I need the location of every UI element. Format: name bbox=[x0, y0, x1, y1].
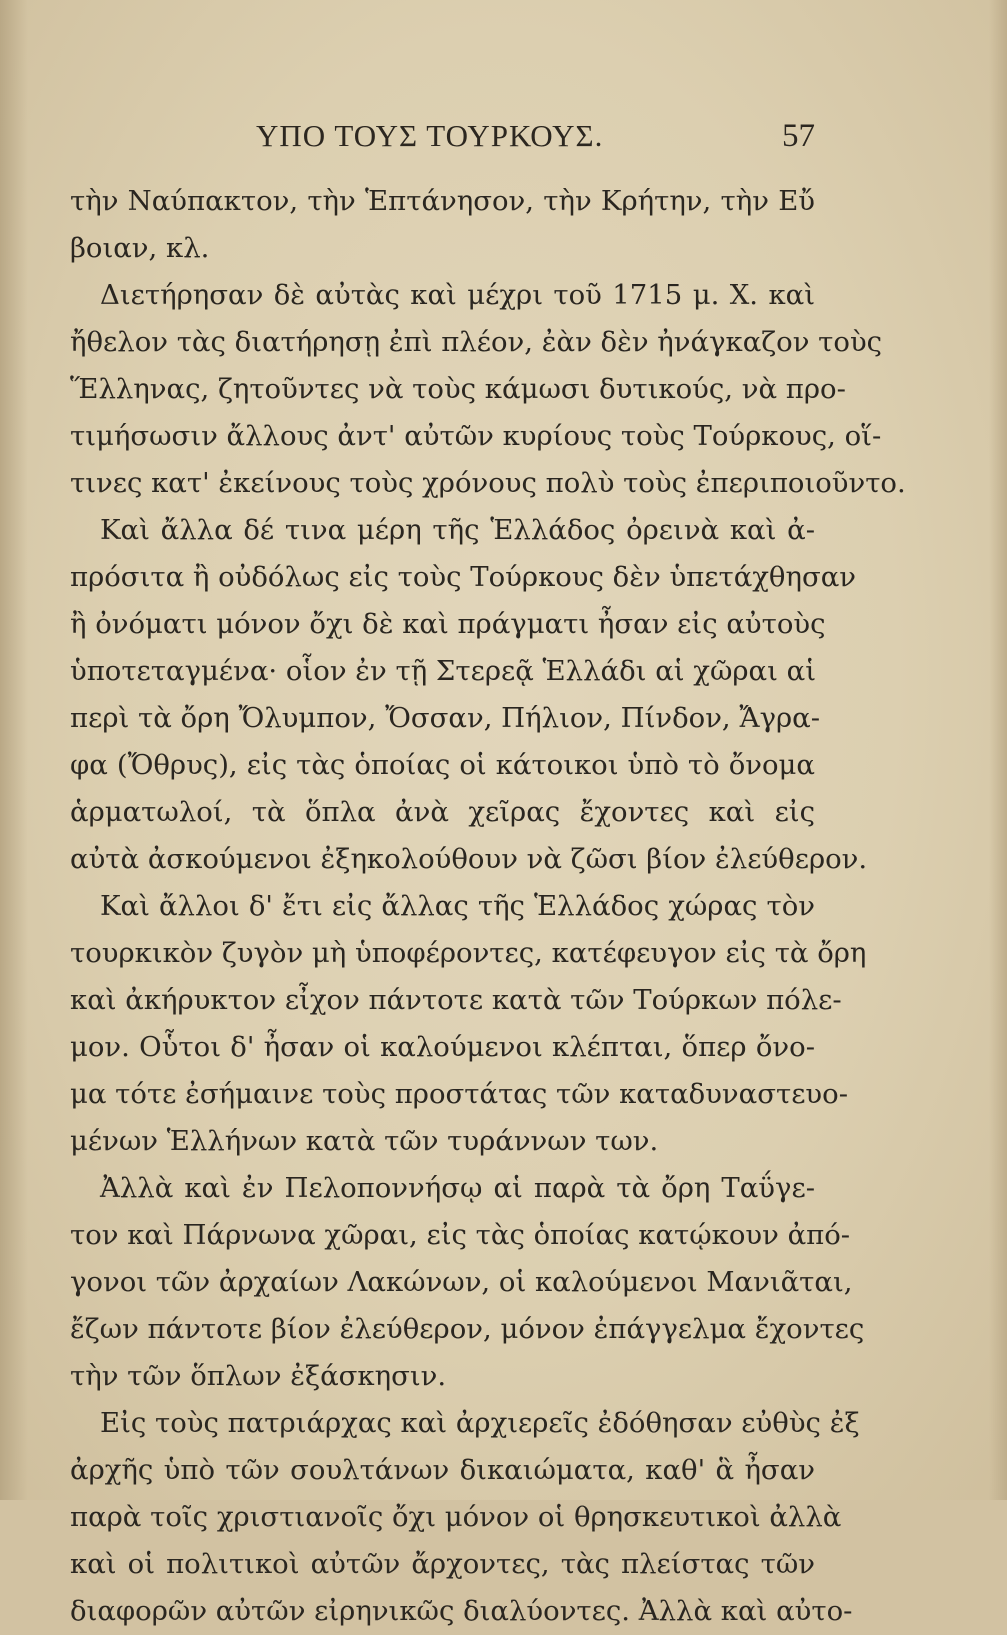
text-line: ἢ ὀνόματι μόνον ὄχι δὲ καὶ πράγματι ἦσαν εἰς αὐτοὺς bbox=[70, 608, 826, 640]
text-line: καὶ ἀκήρυκτον εἶχον πάντοτε κατὰ τῶν Τούρκων πόλε- bbox=[70, 984, 842, 1016]
text-line: γονοι τῶν ἀρχαίων Λακώνων, οἱ καλούμενοι Μανιᾶται, bbox=[70, 1266, 853, 1298]
text-line: τουρκικὸν ζυγὸν μὴ ὑποφέροντες, κατέφευγον εἰς τὰ ὄρη bbox=[70, 937, 867, 969]
text-line: ὑποτεταγμένα· οἷον ἐν τῇ Στερεᾷ Ἑλλάδι αἱ χῶραι αἱ bbox=[70, 655, 816, 687]
text-line: πρόσιτα ἢ οὐδόλως εἰς τοὺς Τούρκους δὲν ὑπετάχθησαν bbox=[70, 561, 857, 593]
text-line: ἤθελον τὰς διατήρησῃ ἐπὶ πλέον, ἐὰν δὲν ἠνάγκαζον τοὺς bbox=[70, 326, 883, 358]
text-line: διαφορῶν αὐτῶν εἰρηνικῶς διαλύοντες. Ἀλλὰ καὶ αὐτο- bbox=[70, 1595, 853, 1627]
paragraph-first-line: Καὶ ἄλλοι δ' ἔτι εἰς ἄλλας τῆς Ἑλλάδος χώρας τὸν bbox=[100, 890, 815, 922]
page-header bbox=[70, 118, 815, 162]
paragraph-first-line: Εἰς τοὺς πατριάρχας καὶ ἀρχιερεῖς ἐδόθησαν εὐθὺς ἐξ bbox=[100, 1407, 860, 1439]
text-line: βοιαν, κλ. bbox=[70, 232, 210, 264]
text-line: τινες κατ' ἐκείνους τοὺς χρόνους πολὺ τοὺς ἐπεριποιοῦντο. bbox=[70, 467, 906, 499]
text-line: αὐτὰ ἀσκούμενοι ἐξηκολούθουν νὰ ζῶσι βίον ἐλεύθερον. bbox=[70, 843, 868, 875]
paragraph-first-line: Ἀλλὰ καὶ ἐν Πελοποννήσῳ αἱ παρὰ τὰ ὄρη Ταΰγε- bbox=[100, 1172, 815, 1204]
paragraph-first-line: Διετήρησαν δὲ αὐτὰς καὶ μέχρι τοῦ 1715 μ. Χ. καὶ bbox=[100, 279, 815, 311]
running-head: ΥΠΟ ΤΟΥΣ ΤΟΥΡΚΟΥΣ. bbox=[256, 118, 604, 153]
text-line: τιμήσωσιν ἄλλους ἀντ' αὐτῶν κυρίους τοὺς Τούρκους, οἵ- bbox=[70, 420, 882, 452]
text-line: μα τότε ἐσήμαινε τοὺς προστάτας τῶν καταδυναστευο- bbox=[70, 1078, 849, 1110]
text-line: μον. Οὗτοι δ' ἦσαν οἱ καλούμενοι κλέπται, ὅπερ ὄνο- bbox=[70, 1031, 815, 1063]
text-line: τὴν τῶν ὅπλων ἐξάσκησιν. bbox=[70, 1360, 447, 1392]
page-number: 57 bbox=[782, 118, 815, 154]
text-line: τὴν Ναύπακτον, τὴν Ἑπτάνησον, τὴν Κρήτην, τὴν Εὔ bbox=[70, 185, 815, 217]
text-line: φα (Ὄθρυς), εἰς τὰς ὁποίας οἱ κάτοικοι ὑπὸ τὸ ὄνομα bbox=[70, 749, 815, 781]
paragraph-first-line: Καὶ ἄλλα δέ τινα μέρη τῆς Ἑλλάδος ὀρεινὰ καὶ ἀ- bbox=[100, 514, 815, 546]
body-text bbox=[70, 178, 906, 1635]
text-line: Ἕλληνας, ζητοῦντες νὰ τοὺς κάμωσι δυτικούς, νὰ προ- bbox=[70, 373, 846, 405]
text-line: ἁρματωλοί, τὰ ὅπλα ἀνὰ χεῖρας ἔχοντες καὶ εἰς bbox=[70, 796, 815, 828]
text-line: περὶ τὰ ὄρη Ὄλυμπον, Ὄσσαν, Πήλιον, Πίνδον, Ἄγρα- bbox=[70, 702, 821, 734]
text-line: παρὰ τοῖς χριστιανοῖς ὄχι μόνον οἱ θρησκευτικοὶ ἀλλὰ bbox=[70, 1501, 842, 1533]
text-line: καὶ οἱ πολιτικοὶ αὐτῶν ἄρχοντες, τὰς πλείστας τῶν bbox=[70, 1548, 815, 1580]
text-line: ἔζων πάντοτε βίον ἐλεύθερον, μόνον ἐπάγγελμα ἔχοντες bbox=[70, 1313, 865, 1345]
text-line: μένων Ἑλλήνων κατὰ τῶν τυράννων των. bbox=[70, 1125, 659, 1157]
text-line: τον καὶ Πάρνωνα χῶραι, εἰς τὰς ὁποίας κατῴκουν ἀπό- bbox=[70, 1219, 851, 1251]
text-line: ἀρχῆς ὑπὸ τῶν σουλτάνων δικαιώματα, καθ' ἃ ἦσαν bbox=[70, 1454, 815, 1486]
